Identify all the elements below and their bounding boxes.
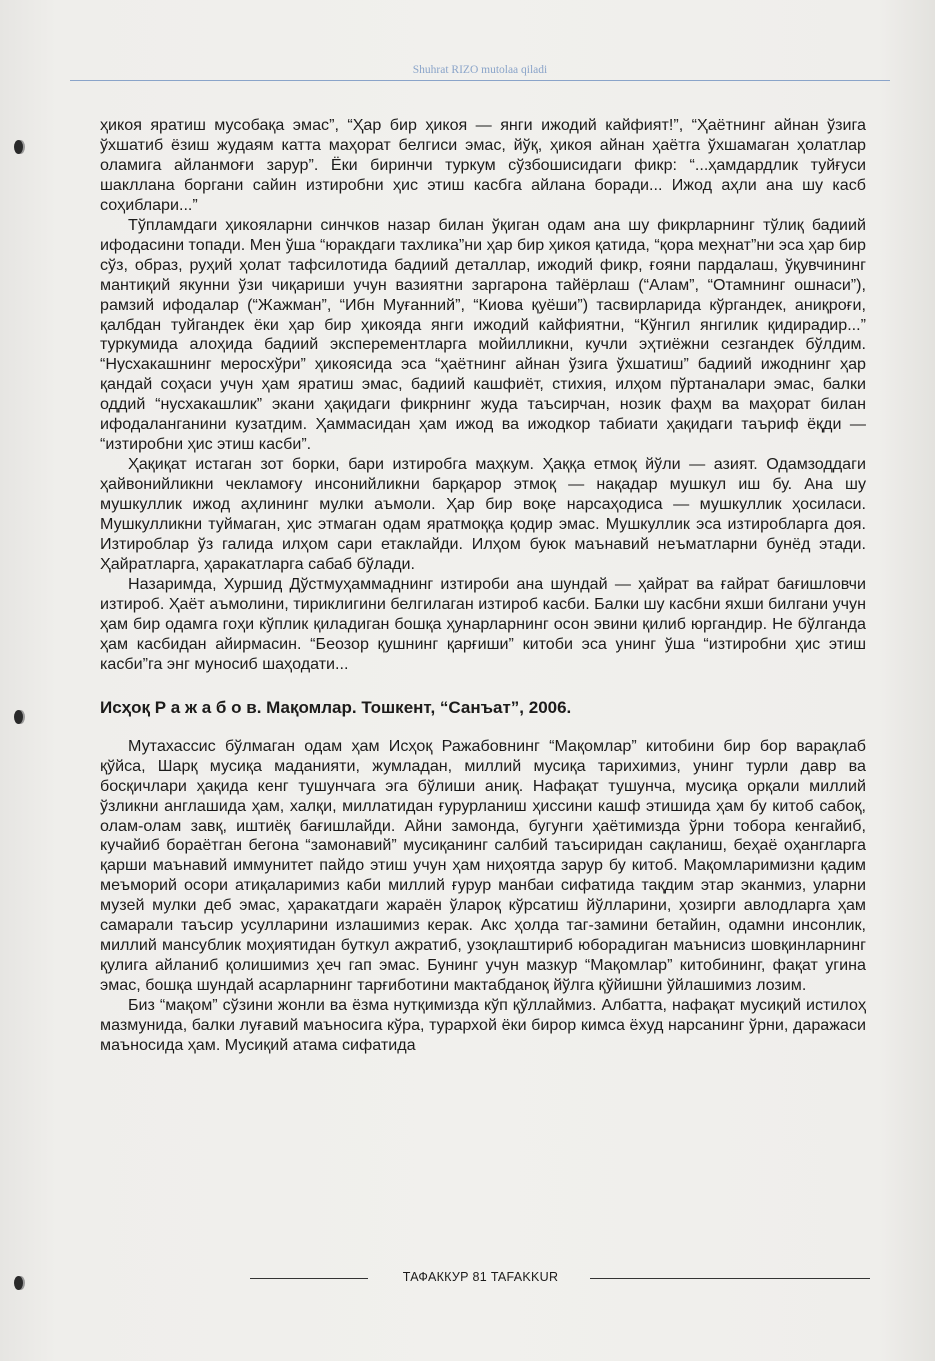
punch-hole: [14, 1276, 23, 1290]
footer-rule-left: [250, 1278, 368, 1279]
paragraph: Биз “мақом” сўзини жонли ва ёзма нутқимизда кўп қўллаймиз. Албатта, нафақат мусиқий истилоҳ мазмунида, балки луғавий маъносига кўра, турархой ёки бирор кимса ёхуд нарсанинг ўрни, даражаси маъносида ҳам. Мусиқий атама сифатида: [100, 996, 866, 1054]
section-heading: Исҳоқ Р а ж а б о в. Мақомлар. Тошкент, “Санъат”, 2006.: [100, 697, 572, 717]
paragraph: Тўпламдаги ҳикояларни синчков назар билан ўқиган одам ана шу фикрларнинг тўлиқ бадиий ифодасини топади. Мен ўша “юракдаги тахлика”ни ҳар бир ҳикоя қатида, “қора меҳнат”ни эса ҳар бир сўз, образ, руҳий ҳолат тафсилотида бадиий деталлар, ижодий фикр, ғояни пардалаш, ўқувчининг мантиқий якунни ўзи чиқариши учун вазиятни заргарона тайёрлаш (“Алам”, “Отамнинг ошнаси”), рамзий ифодалар (“Жажман”, “Ибн Муғанний”, “Киова қуёши”) тасвирларида кўргандек, аниқроғи, қалбдан туйгандек ёки ҳар бир ҳикояда янги ижодий кайфиятни, “Кўнгил янгилик қидирадир...” туркумида алоҳида бадиий эксперементларга мойилликни, кучли эҳтиёжни сезгандек бўлдим. “Нусхакашнинг меросхўри” ҳикоясида эса “ҳаётнинг айнан ўзига ўхшатиш” бадиий ижоднинг ҳар қандай соҳаси учун ҳам яратиш эмас, бадиий кашфиёт, стихия, илҳом пўртаналари эмас, балки оддий “нусхакашлик” экани ҳақидаги фикрнинг жуда таъсирчан, нозик фаҳм ва маҳорат билан ифодаланганини кузатдим. Ҳаммасидан ҳам ижод ва ижодкор табиати ҳақидаги таъриф ёқди — “изтиробни ҳис этиш касби”.: [100, 215, 866, 454]
footer-rule-right: [590, 1278, 870, 1279]
punch-hole: [14, 710, 23, 724]
page-footer: [250, 1268, 870, 1288]
article-body: [100, 116, 866, 1056]
running-header: [70, 58, 890, 82]
punch-hole: [14, 140, 23, 154]
header-rule: [70, 80, 890, 81]
paragraph: ҳикоя яратиш мусобақа эмас”, “Ҳар бир ҳикоя — янги ижодий кайфият!”, “Ҳаётнинг айнан ўзига ўхшатиб ёзиш жудаям катта маҳорат белгиси эмас, йўқ, ҳикоя айнан ҳаётга ўхшамаган ҳолатлар оламига айланмоғи зарур”. Ёки биринчи туркум сўзбошисидаги фикр: “...ҳамдардлик туйғуси шакллана боргани сайин изтиробни ҳис этиш касбга айлана боради... Ижод аҳли ана шу касб соҳиблари...”: [100, 116, 866, 214]
running-header-title: Shuhrat RIZO mutolaa qiladi: [412, 64, 548, 76]
paragraph: Мутахассис бўлмаган одам ҳам Исҳоқ Ражабовнинг “Мақомлар” китобини бир бор варақлаб қўйса, Шарқ мусиқа маданияти, жумладан, миллий мусиқа тарихимиз, унинг турли давр ва босқичлари ҳақида кенг тушунчага эга бўлиши аниқ. Нафақат тушунча, мусиқа орқали миллий ўзликни англашида ҳам, халқи, миллатидан ғурурланиш ҳиссини кашф этишида ҳам бу китоб сабоқ, олам-олам завқ, иштиёқ бағишлайди. Айни замонда, бугунги ҳаётимизда ўрни тобора кенгайиб, кучайиб бораётган бегона “замонавий” мусиқанинг салбий таъсиридан сақланиш, беҳаё оҳангларга қарши маънавий иммунитет пайдо этиш учун ҳам ниҳоятда зарур бу китоб. Мақомларимизни қадим меъморий осори атиқаларимиз каби миллий ғурур манбаи сифатида тақдим этар эканмиз, уларни музей мулки деб эмас, ҳаракатдаги жараён ўлароқ кўрсатиш йўлларини, ҳозирги авлодларга ҳам самарали таъсир усулларини излашимиз керак. Акс ҳолда таг-замини бетайин, одамни инсонлик, миллий мансублик моҳиятидан буткул ажратиб, узоқлаштириб юборадиган маънисиз шовқинларнинг қулига айланиб қолишимиз ҳеч гап эмас. Бунинг учун мазкур “Мақомлар” китобининг, фақат угина эмас, бошқа шундай асарларнинг тарғиботини мактабданоқ йўлга қўйишни ўйлашимиз лозим.: [100, 736, 866, 995]
footer-page-number: ТАФАККУР 81 TAFAKKUR: [402, 1270, 559, 1284]
paragraph: Ҳақиқат истаган зот борки, бари изтиробга маҳкум. Ҳаққа етмоқ йўли — азият. Одамзоддаги ҳайвонийликни чекламоғу инсонийликни барқарор этмоқ — нақадар мушкул иш бу. Ана шу мушкуллик ижод аҳлининг мулки аъмоли. Ҳар бир воқе нарсаҳодиса — мушкуллик ҳосиласи. Мушкулликни туймаган, ҳис этмаган одам яратмоққа қодир эмас. Мушкуллик эса изтиробларга доя. Изтироблар ўз галида илҳом сари етаклайди. Илҳом буюк маънавий неъматларни бунёд этади. Ҳайратларга, ҳаракатларга сабаб бўлади.: [100, 455, 866, 573]
paragraph: Назаримда, Хуршид Дўстмуҳаммаднинг изтироби ана шундай — ҳайрат ва ғайрат бағишловчи изтироб. Ҳаёт аъмолини, тириклигини белгилаган изтироб касби. Балки шу касбни яхши билгани учун ҳам бир одамга гоҳи кўплик қиладиган бошқа ҳунарларнинг осон эвини қилиб юргандир. Не бўлганда ҳам касбидан айирмасин. “Беозор қушнинг қарғиши” китоби эса унинг ўша “изтиробни ҳис этиш касби”га энг муносиб шаҳодати...: [100, 574, 866, 673]
